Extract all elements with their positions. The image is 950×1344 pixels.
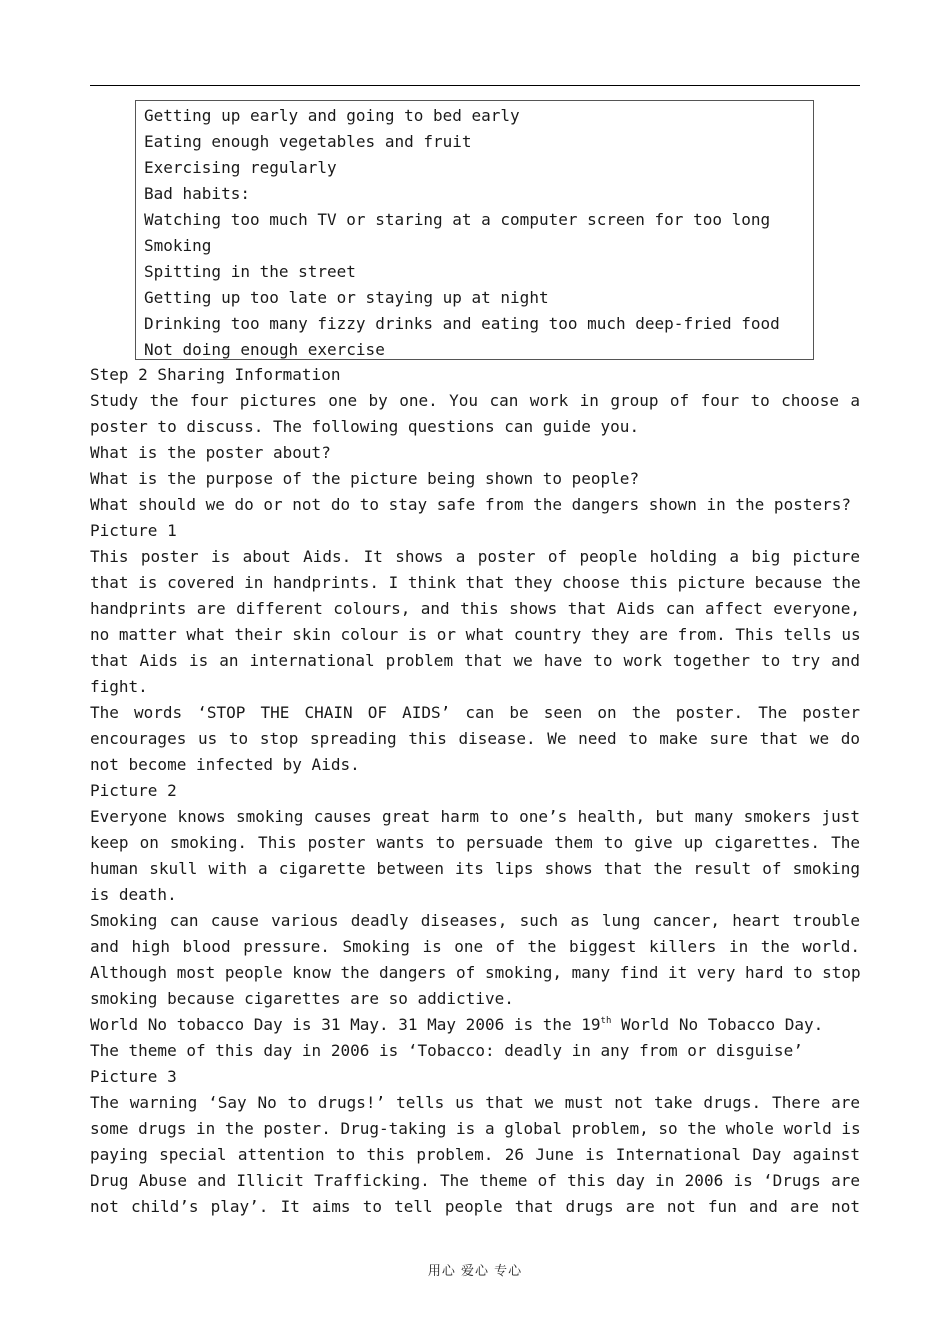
box-line: Eating enough vegetables and fruit [144, 132, 472, 151]
picture3-heading: Picture 3 [90, 1067, 177, 1086]
picture3-text-line: not child’s play’. It aims to tell people that drugs are not fun and are not [90, 1197, 860, 1216]
box-line: Bad habits: [144, 184, 250, 203]
picture2-text-line: and high blood pressure. Smoking is one of the biggest killers in the world. [90, 937, 860, 956]
picture1-text-line: The words ‘STOP THE CHAIN OF AIDS’ can be seen on the poster. The poster [90, 703, 860, 722]
tobacco-theme-line: The theme of this day in 2006 is ‘Tobacco: deadly in any from or disguise’ [90, 1041, 803, 1060]
tobacco-day-line [90, 1012, 860, 1038]
picture3-text-line: Drug Abuse and Illicit Trafficking. The theme of this day in 2006 is ‘Drugs are [90, 1171, 860, 1190]
picture2-text-line: smoking because cigarettes are so addictive. [90, 989, 514, 1008]
picture2-text-line: is death. [90, 885, 177, 904]
picture1-text-line: fight. [90, 677, 148, 696]
picture3-text-line: The warning ‘Say No to drugs!’ tells us that we must not take drugs. There are [90, 1093, 860, 1112]
habits-box [135, 100, 814, 360]
picture2-text-line: keep on smoking. This poster wants to persuade them to give up cigarettes. The [90, 833, 860, 852]
document-body [90, 362, 860, 1220]
picture2-heading: Picture 2 [90, 781, 177, 800]
picture1-text-line: that is covered in handprints. I think that they choose this picture because the [90, 573, 861, 592]
picture1-text-line: handprints are different colours, and this shows that Aids can affect everyone, [90, 599, 860, 618]
picture2-text-line: Smoking can cause various deadly diseases, such as lung cancer, heart trouble [90, 911, 860, 930]
box-line: Exercising regularly [144, 158, 337, 177]
tobacco-day-text: World No tobacco Day is 31 May. 31 May 2006 is the 19 [90, 1015, 601, 1034]
picture1-text-line: encourages us to stop spreading this disease. We need to make sure that we do [90, 729, 860, 748]
box-line: Smoking [144, 236, 212, 255]
step2-intro-line: Study the four pictures one by one. You can work in group of four to choose a [90, 391, 860, 410]
picture1-text-line: no matter what their skin colour is or what country they are from. This tells us [90, 625, 861, 644]
picture3-text-line: paying special attention to this problem. 26 June is International Day against [90, 1145, 860, 1164]
box-line: Not doing enough exercise [144, 340, 385, 359]
step2-intro-line: poster to discuss. The following questions can guide you. [90, 417, 640, 436]
box-line: Getting up too late or staying up at night [144, 288, 549, 307]
guide-question: What is the poster about? [90, 443, 331, 462]
picture1-text-line: that Aids is an international problem that we have to work together to try and [90, 651, 860, 670]
guide-question: What is the purpose of the picture being shown to people? [90, 469, 640, 488]
ordinal-suffix: th [600, 1016, 612, 1026]
picture3-text-line: some drugs in the poster. Drug-taking is a global problem, so the whole world is [90, 1119, 861, 1138]
picture1-text-line: This poster is about Aids. It shows a poster of people holding a big picture [90, 547, 860, 566]
step2-heading: Step 2 Sharing Information [90, 365, 341, 384]
header-rule [90, 85, 860, 86]
tobacco-day-text-end: World No Tobacco Day. [611, 1015, 824, 1034]
picture2-text-line: human skull with a cigarette between its lips shows that the result of smoking [90, 859, 860, 878]
box-line: Drinking too many fizzy drinks and eating too much deep-fried food [144, 314, 780, 333]
box-line: Getting up early and going to bed early [144, 106, 520, 125]
picture2-text-line: Although most people know the dangers of smoking, many find it very hard to stop [90, 963, 861, 982]
box-line: Spitting in the street [144, 262, 356, 281]
page-footer: 用心 爱心 专心 [427, 1264, 523, 1279]
guide-question: What should we do or not do to stay safe from the dangers shown in the posters? [90, 495, 851, 514]
picture1-heading: Picture 1 [90, 521, 177, 540]
box-line: Watching too much TV or staring at a computer screen for too long [144, 210, 771, 229]
picture1-text-line: not become infected by Aids. [90, 755, 360, 774]
picture2-text-line: Everyone knows smoking causes great harm to one’s health, but many smokers just [90, 807, 860, 826]
